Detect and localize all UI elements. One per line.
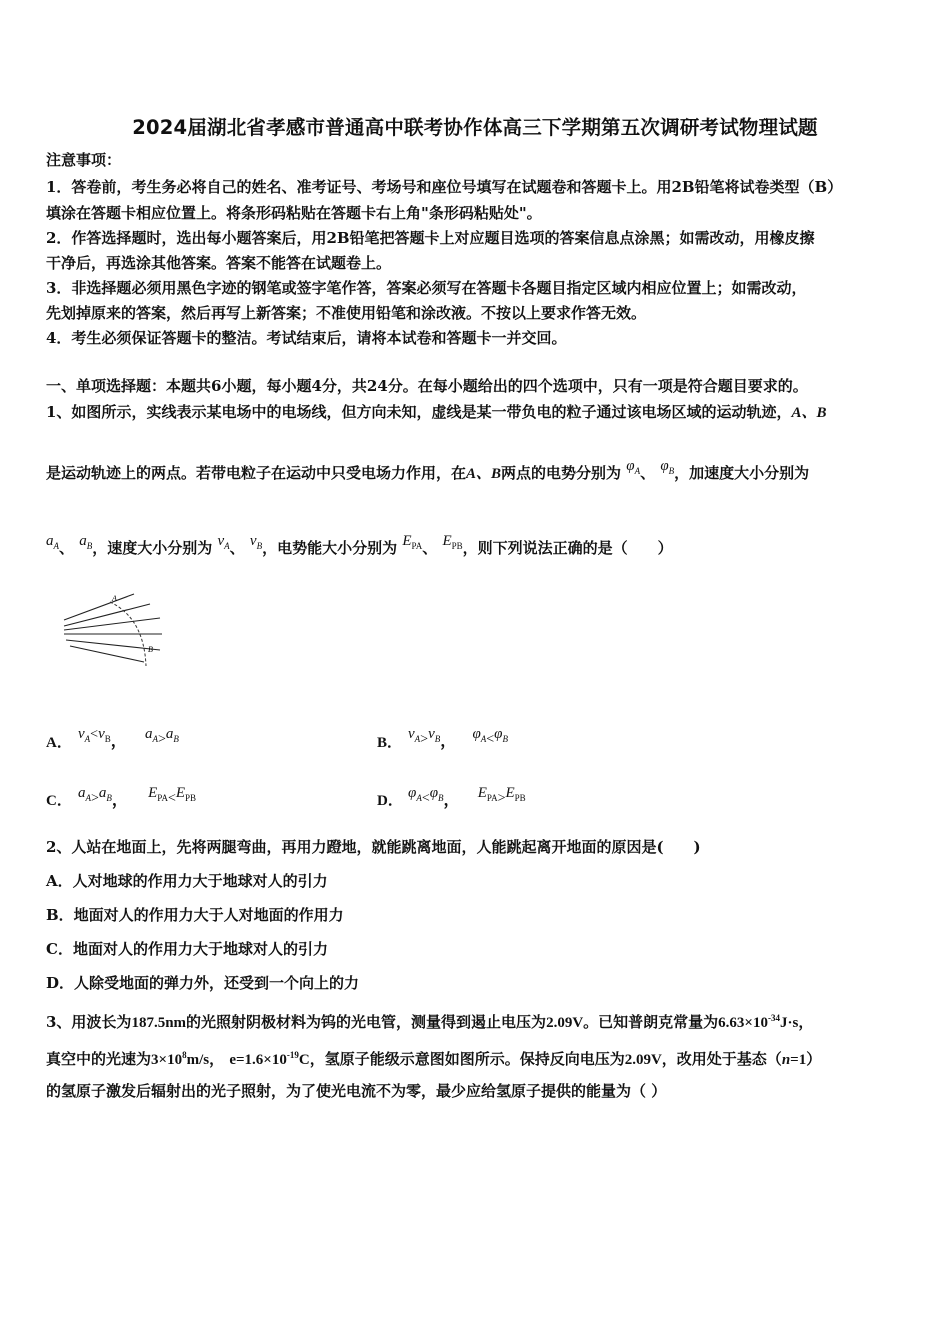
q2-stem: 2、人站在地面上，先将两腿弯曲，再用力蹬地，就能跳离地面，人能跳起离开地面的原因是( ) [46,838,701,856]
q1-option-b[interactable]: B． [377,735,403,751]
point-b-label: B [148,645,153,654]
field-line [64,594,134,620]
field-line [70,646,144,662]
q1-line-2: 是运动轨迹上的两点。若带电粒子在运动中只受电场力作用，在A、B两点的电势分别为 $\varphi_A$、 $\varphi_B$，加速度大小分别为 [46,458,810,482]
point-a-label: A [112,594,117,603]
phi-a-symbol: $\varphi_A$ [626,458,641,476]
notice-line-7: 4．考生必须保证答题卡的整洁。考试结束后，请将本试卷和答题卡一并交回。 [46,329,567,347]
q2-option-a[interactable]: A．人对地球的作用力大于地球对人的引力 [46,872,328,890]
section-heading: 一、单项选择题：本题共6小题，每小题4分，共24分。在每小题给出的四个选项中，只有一项是符合题目要求的。 [46,377,808,395]
notice-line-6: 先划掉原来的答案，然后再写上新答案；不准使用铅笔和涂改液。不按以上要求作答无效。 [46,304,647,322]
q2-option-b[interactable]: B．地面对人的作用力大于人对地面的作用力 [46,906,344,924]
v-b-symbol: $v_B$ [249,533,263,551]
q1-option-d[interactable]: D． [377,793,403,809]
ep-a-symbol: $E_{PA}$ [402,533,423,551]
q2-option-c[interactable]: C．地面对人的作用力大于地球对人的引力 [46,940,328,958]
q1-line-3: $a_A$、 $a_B$，速度大小分别为 $v_A$、 $v_B$，电势能大小分别为 $E_{PA}$、 $E_{PB}$，则下列说法正确的是（ ） [46,533,673,557]
q1-option-c-expr: $a_A>a_B$， $E_{PA}<E_{PB}$ [78,785,197,809]
v-a-symbol: $v_A$ [217,533,230,551]
notice-line-2: 填涂在答题卡相应位置上。将条形码粘贴在答题卡右上角"条形码粘贴处"。 [46,204,542,222]
q1-line-1: 1、如图所示，实线表示某电场中的电场线，但方向未知，虚线是某一带负电的粒子通过该电场区域的运动轨迹，A、B [46,403,827,421]
q1-option-c[interactable]: C． [46,793,72,809]
q3-line-2: 真空中的光速为$3\times 10^8m/s$， $e=1.6\times 10^{-19}C$，氢原子能级示意图如图所示。保持反向电压为2.09V，改用处于基态（n=1） [46,1050,822,1068]
a-a-symbol: $a_A$ [46,533,59,551]
phi-b-symbol: $\varphi_B$ [660,458,675,476]
ep-b-symbol: $E_{PB}$ [442,533,463,551]
q1-option-a[interactable]: A． [46,735,72,751]
a-b-symbol: $a_B$ [79,533,93,551]
q2-option-d[interactable]: D．人除受地面的弹力外，还受到一个向上的力 [46,974,360,992]
notice-line-5: 3．非选择题必须用黑色字迹的钢笔或签字笔作答，答案必须写在答题卡各题目指定区域内相应位置上；如需改动， [46,279,807,297]
notice-line-3: 2．作答选择题时，选出每小题答案后，用2B铅笔把答题卡上对应题目选项的答案信息点涂黑；如需改动，用橡皮擦 [46,229,815,247]
q3-line-3: 的氢原子激发后辐射出的光子照射，为了使光电流不为零，最少应给氢原子提供的能量为（ ） [46,1082,667,1100]
electric-field-figure [60,588,170,668]
notice-line-1: 1．答卷前，考生务必将自己的姓名、准考证号、考场号和座位号填写在试题卷和答题卡上。用2B铅笔将试卷类型（B） [46,178,843,196]
field-line [64,618,160,630]
notice-line-4: 干净后，再选涂其他答案。答案不能答在试题卷上。 [46,254,392,272]
q1-option-a-expr: $v_A<v_B$， $a_A>a_B$ [78,726,179,750]
page-title: 2024届湖北省孝感市普通高中联考协作体高三下学期第五次调研考试物理试题 [132,116,818,139]
q1-option-d-expr: $\varphi_A<\varphi_B$， $E_{PA}>E_{PB}$ [408,785,526,809]
notice-heading: 注意事项： [46,151,122,169]
q1-option-b-expr: $v_A>v_B$， $\varphi_A<\varphi_B$ [408,726,508,750]
q3-line-1: 3、用波长为187.5nm的光照射阴极材料为钨的光电管，测量得到遏止电压为2.09V。已知普朗克常量为$6.63\times 10^{-34}J\cdot s$， [46,1013,814,1031]
